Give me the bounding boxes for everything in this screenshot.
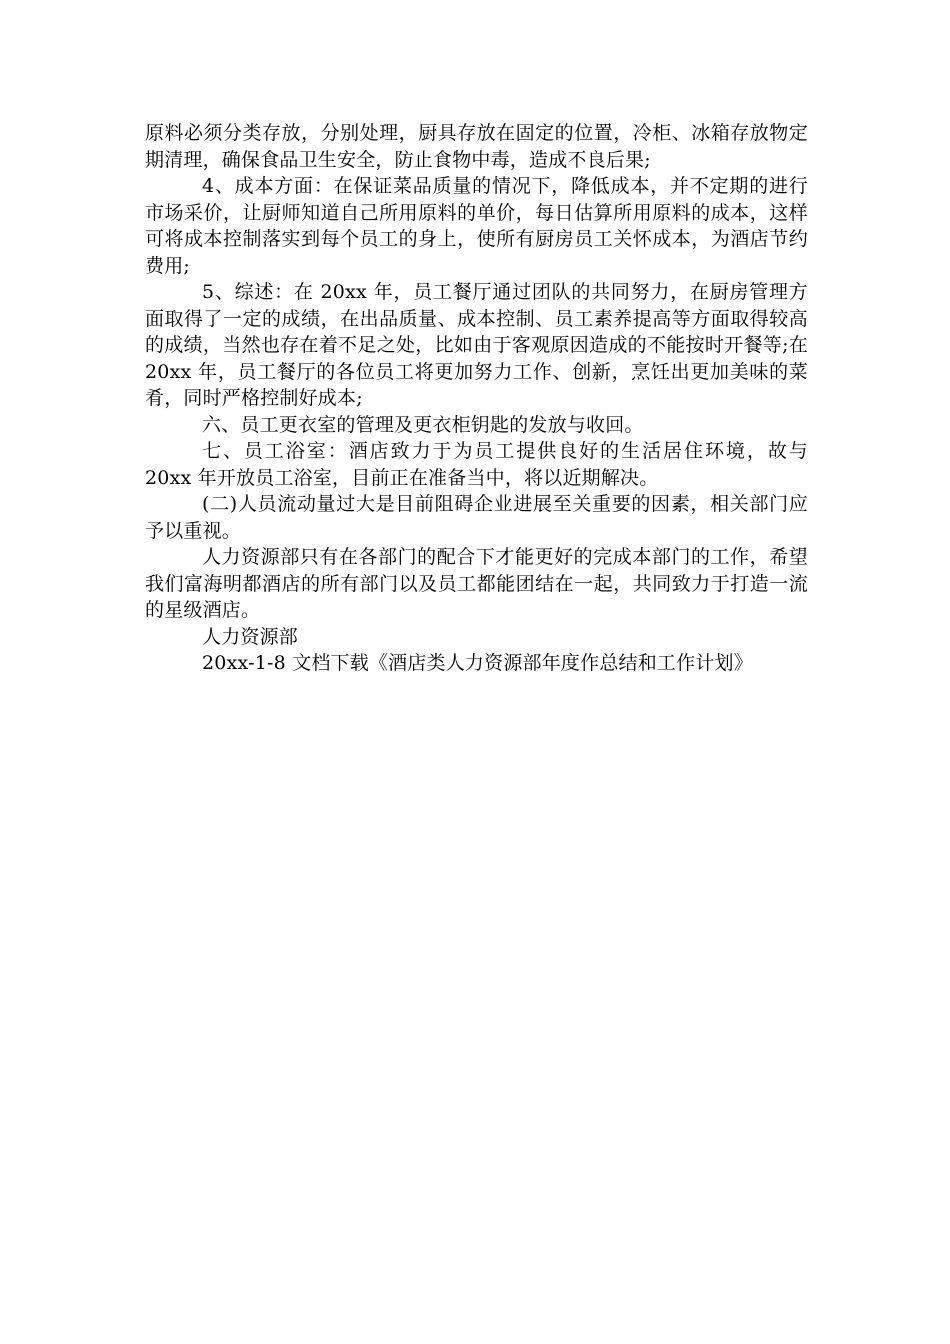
paragraph-turnover: (二)人员流动量过大是目前阻碍企业进展至关重要的因素，相关部门应予以重视。 — [145, 493, 808, 542]
signature-department: 人力资源部 — [202, 625, 299, 648]
paragraph-summary: 5、综述：在 20xx 年，员工餐厅通过团队的共同努力，在厨房管理方面取得了一定的成绩，在出品质量、成本控制、员工素养提高等方面取得较高的成绩，当然也存在着不足之处，比如由于客观原因造成的不能按时开餐等;在 20xx 年，员工餐厅的各位员工将更加努力工作、创新，烹饪出更加美味的菜肴，同时严格控制好成本; — [145, 281, 808, 409]
paragraph-locker-room: 六、员工更衣室的管理及更衣柜钥匙的发放与收回。 — [202, 413, 644, 436]
date-and-download-title: 20xx-1-8 文档下载《酒店类人力资源部年度作总结和工作计划》 — [202, 652, 753, 674]
document-body — [145, 120, 808, 677]
paragraph-cost: 4、成本方面：在保证菜品质量的情况下，降低成本，并不定期的进行市场采价，让厨师知道自己所用原料的单价，每日估算所用原料的成本，这样可将成本控制落实到每个员工的身上，使所有厨房员工关怀成本，为酒店节约费用; — [145, 175, 808, 277]
paragraph-bathroom: 七、员工浴室：酒店致力于为员工提供良好的生活居住环境，故与 20xx 年开放员工浴室，目前正在准备当中，将以近期解决。 — [145, 440, 808, 489]
paragraph-storage: 原料必须分类存放，分别处理，厨具存放在固定的位置，冷柜、冰箱存放物定期清理，确保食品卫生安全，防止食物中毒，造成不良后果; — [145, 122, 808, 171]
paragraph-closing: 人力资源部只有在各部门的配合下才能更好的完成本部门的工作，希望我们富海明都酒店的所有部门以及员工都能团结在一起，共同致力于打造一流的星级酒店。 — [145, 546, 808, 621]
